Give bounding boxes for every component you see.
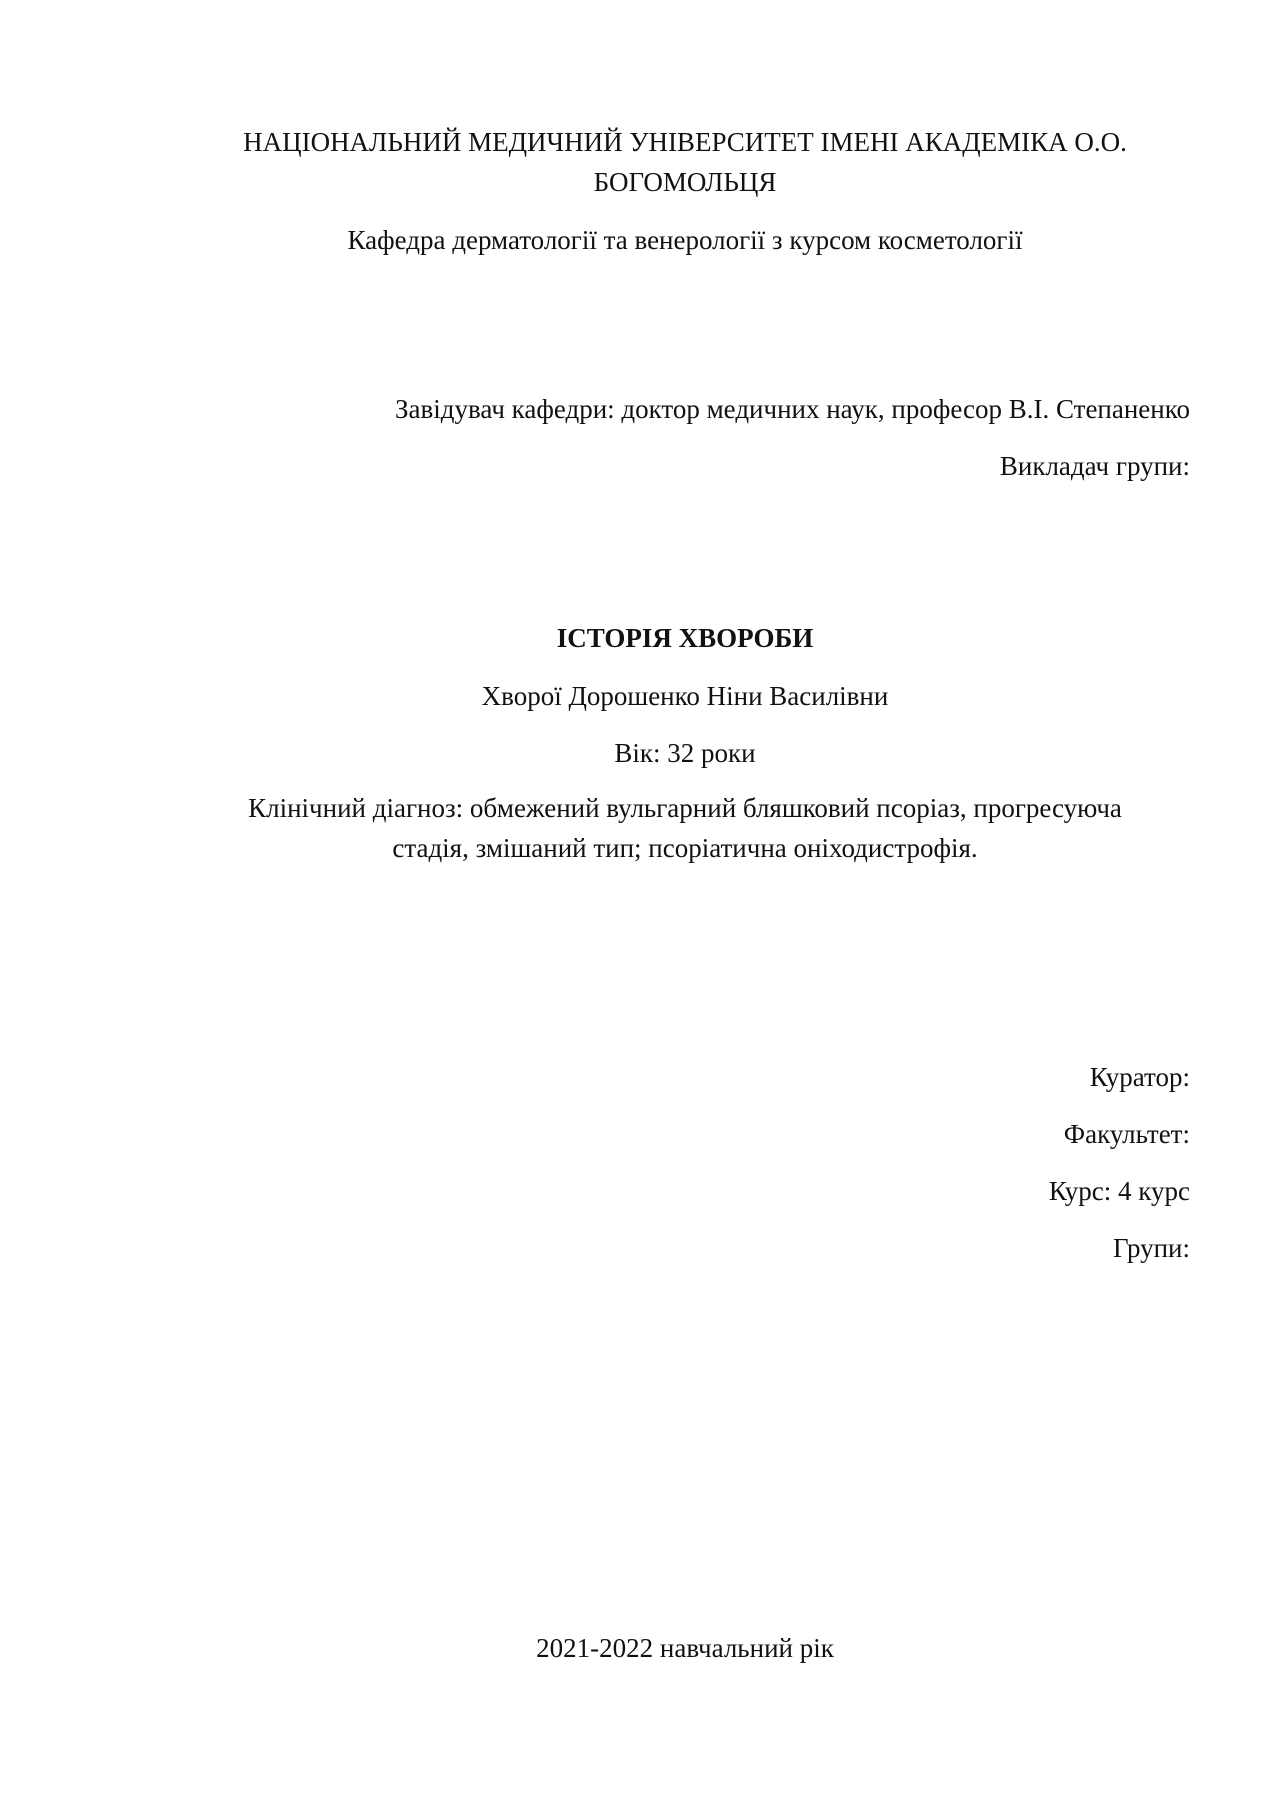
faculty-label: Факультет: (1063, 1119, 1190, 1149)
course-label: Курс: 4 курс (1048, 1176, 1190, 1206)
academic-year: 2021-2022 навчальний рік (536, 1633, 834, 1663)
curator-label: Куратор: (1089, 1062, 1190, 1092)
head-of-department: Завідувач кафедри: доктор медичних наук, професор В.І. Степаненко (395, 394, 1190, 424)
document-title: ІСТОРІЯ ХВОРОБИ (556, 623, 814, 653)
clinical-diagnosis-line-2: стадія, змішаний тип; псоріатична оніходистрофія. (392, 833, 978, 863)
patient-age: Вік: 32 роки (614, 738, 756, 768)
university-name (190, 122, 1180, 202)
group-label: Групи: (1113, 1233, 1190, 1263)
university-name-line-1: НАЦІОНАЛЬНИЙ МЕДИЧНИЙ УНІВЕРСИТЕТ ІМЕНІ АКАДЕМІКА О.О. (243, 127, 1127, 157)
clinical-diagnosis-line-1: Клінічний діагноз: обмежений вульгарний бляшковий псоріаз, прогресуюча (248, 793, 1122, 823)
department-name: Кафедра дерматології та венерології з курсом косметології (347, 225, 1023, 255)
clinical-diagnosis (190, 788, 1180, 868)
patient-name: Хворої Дорошенко Ніни Василівни (481, 681, 889, 711)
university-name-line-2: БОГОМОЛЬЦЯ (593, 167, 777, 197)
group-teacher: Викладач групи: (999, 451, 1190, 481)
